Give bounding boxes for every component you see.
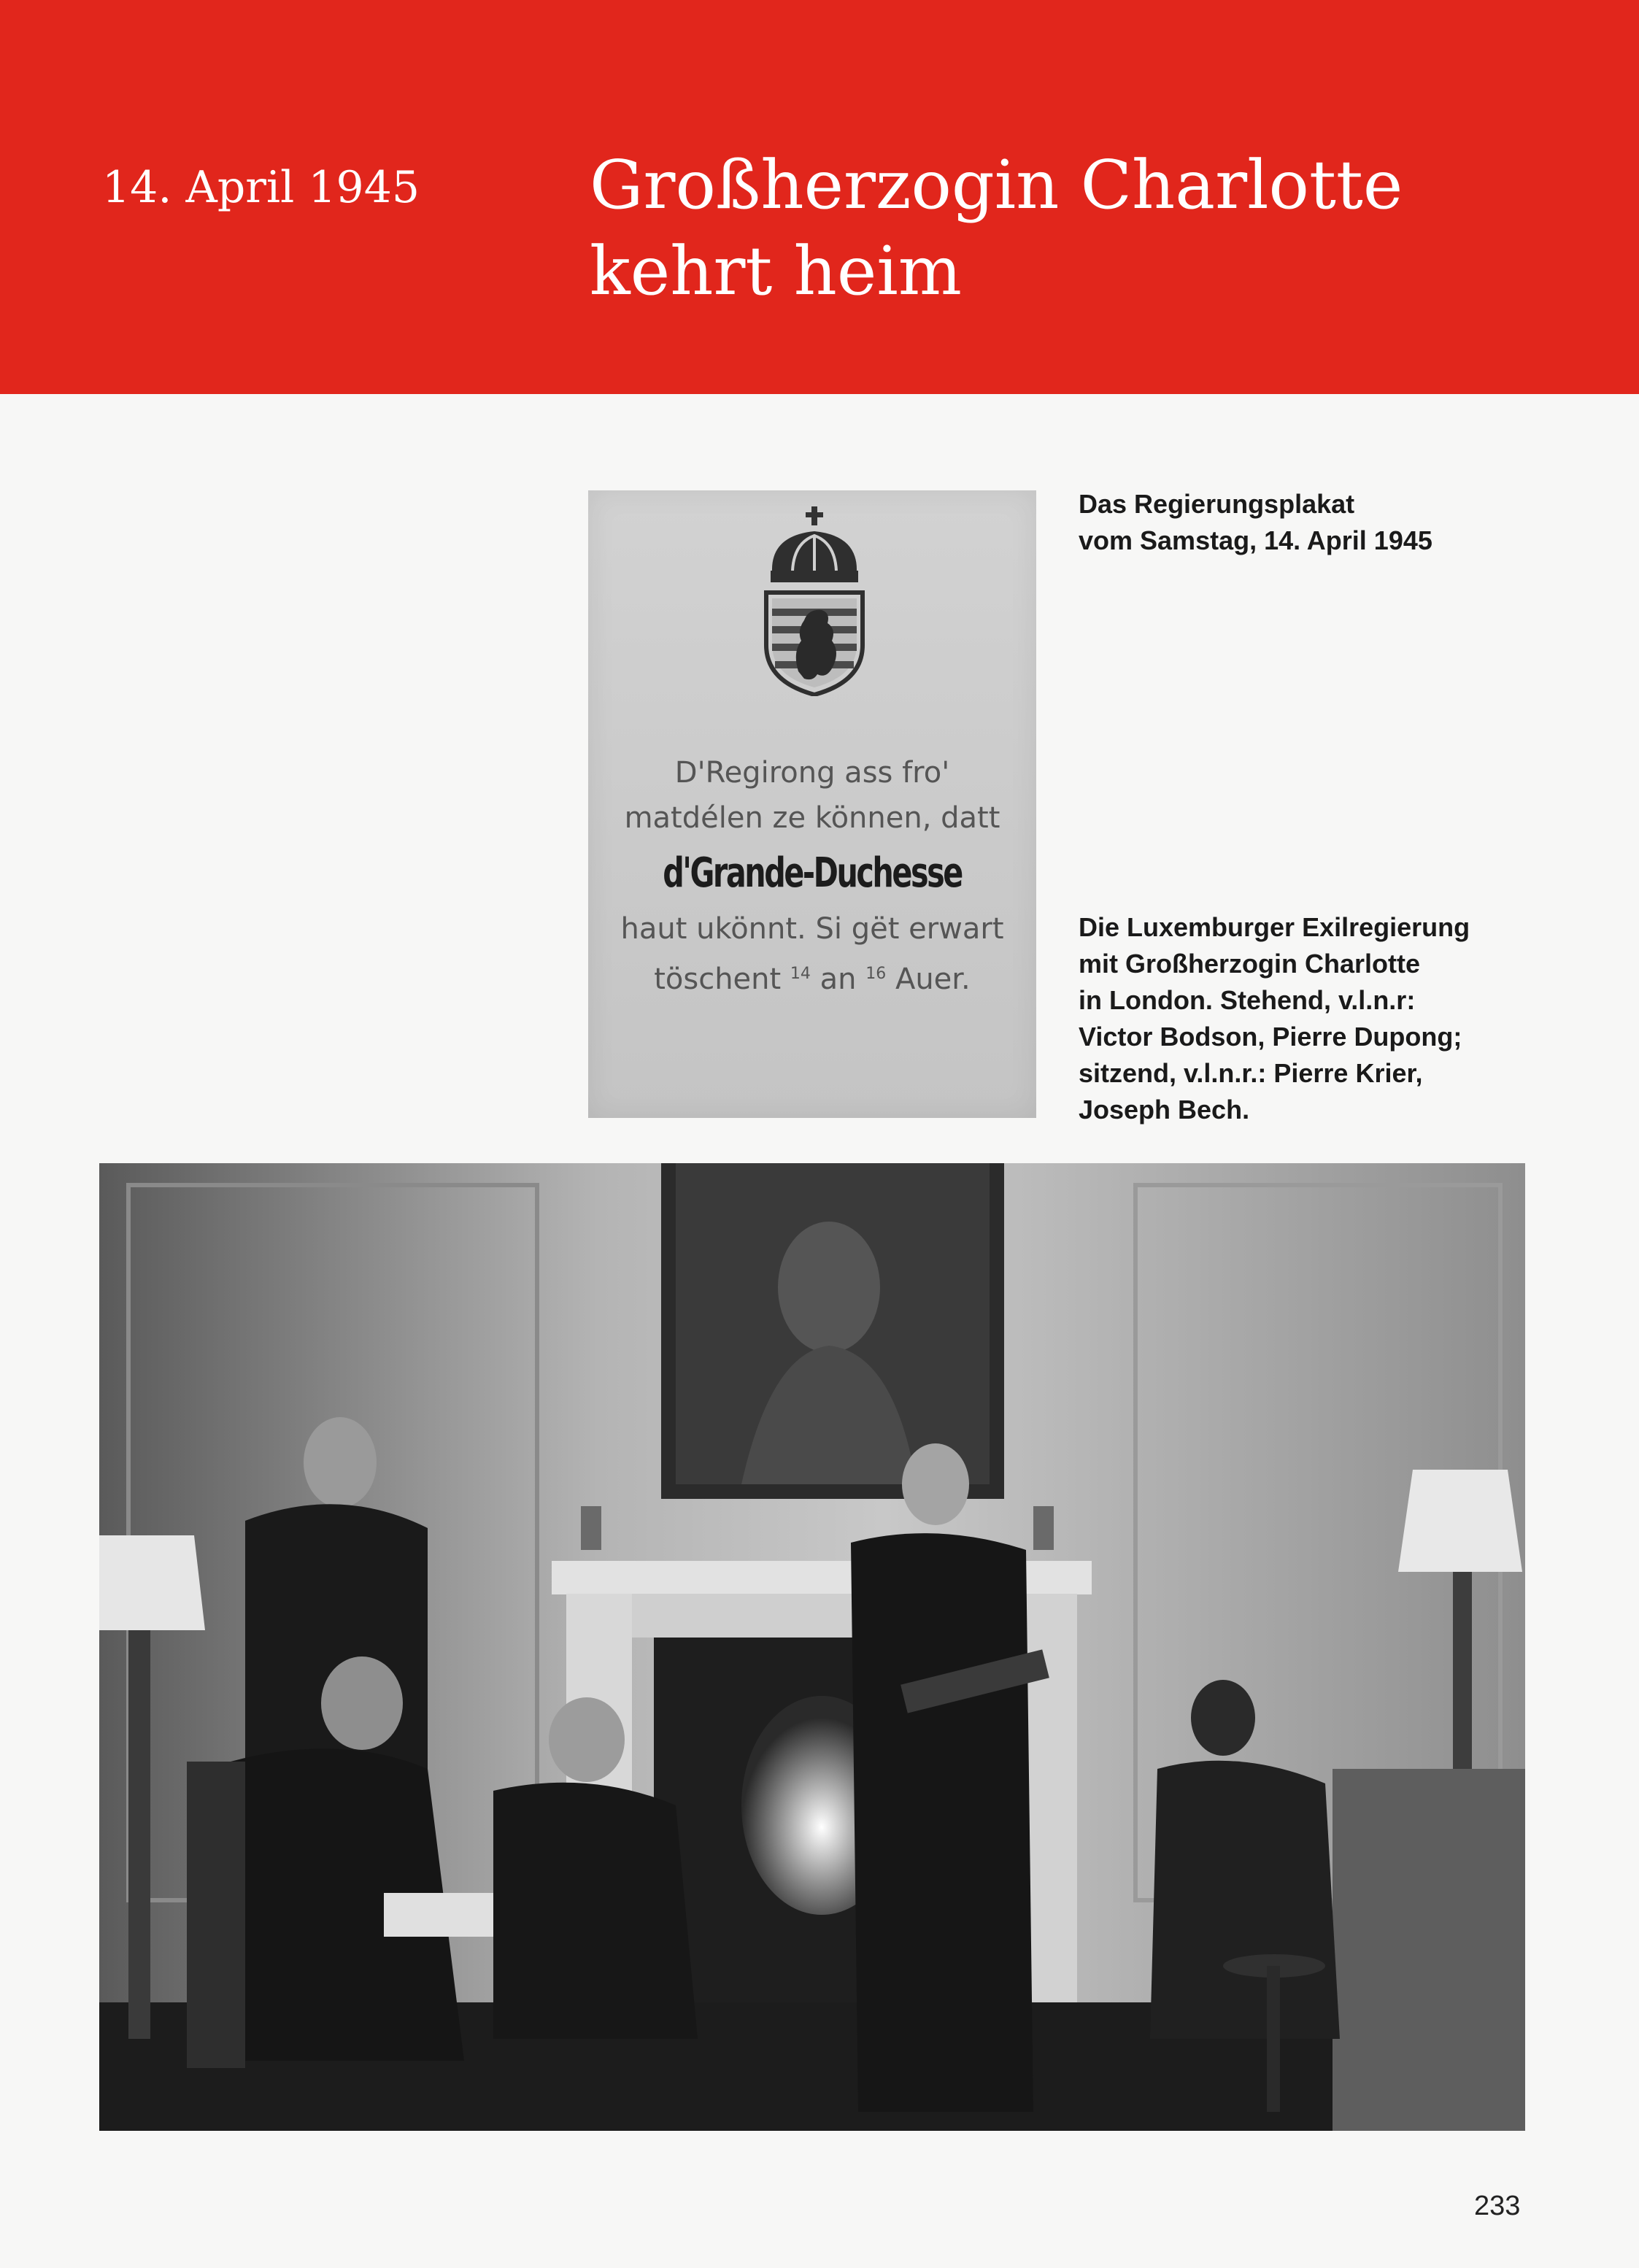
- poster-line-1: D'Regirong ass fro': [674, 756, 950, 790]
- photo-caption-line: Joseph Bech.: [1079, 1095, 1250, 1125]
- poster-caption-line: Das Regierungsplakat: [1079, 489, 1355, 519]
- page-number: 233: [1474, 2191, 1521, 2221]
- poster-text: [588, 750, 1036, 1002]
- photo-caption-line: Die Luxemburger Exilregierung: [1079, 912, 1470, 942]
- poster-line-5: [588, 952, 1036, 1002]
- photo-illustration: [99, 1163, 1525, 2131]
- photo-caption-line: mit Großherzogin Charlotte: [1079, 949, 1420, 979]
- coat-of-arms-icon: [756, 506, 873, 696]
- poster-line-5-a: töschent: [654, 963, 782, 996]
- poster-caption-line: vom Samstag, 14. April 1945: [1079, 525, 1432, 555]
- poster-line-3: d'Grande-Duchesse: [663, 849, 962, 897]
- poster-hour-1: 14: [790, 965, 811, 983]
- title-line-2: kehrt heim: [590, 232, 962, 310]
- government-photo: [99, 1163, 1525, 2131]
- photo-caption: [1079, 909, 1589, 1128]
- poster-line-2: matdélen ze können, datt: [624, 801, 1000, 835]
- title-line-1: Großherzogin Charlotte: [590, 146, 1403, 224]
- photo-caption-line: Victor Bodson, Pierre Dupong;: [1079, 1022, 1462, 1052]
- page-date: 14. April 1945: [102, 162, 420, 213]
- poster-caption: [1079, 486, 1589, 559]
- poster-line-5-b: an: [820, 963, 857, 996]
- header-banner: [0, 0, 1639, 394]
- poster-line-5-c: Auer.: [895, 963, 971, 996]
- government-poster: [588, 490, 1036, 1118]
- poster-hour-2: 16: [865, 965, 887, 983]
- page-title: [590, 142, 1538, 315]
- photo-caption-line: sitzend, v.l.n.r.: Pierre Krier,: [1079, 1058, 1423, 1088]
- photo-caption-line: in London. Stehend, v.l.n.r:: [1079, 985, 1416, 1015]
- poster-line-4: haut ukönnt. Si gët erwart: [620, 912, 1004, 946]
